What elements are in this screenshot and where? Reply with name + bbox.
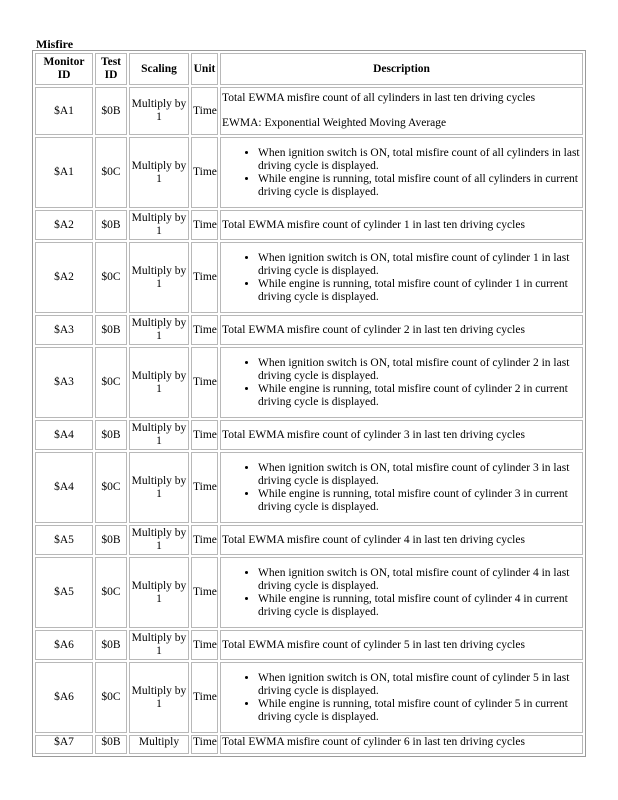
- table-row: [35, 210, 583, 240]
- unit-cell: Time: [191, 315, 218, 345]
- bullet-item: • When ignition switch is ON, total misfire count of all cylinders in last driving cycle is displayed.: [258, 147, 581, 173]
- unit-cell: Time: [191, 525, 218, 555]
- header-test-id: Test ID: [95, 53, 127, 85]
- scaling-cell: Multiply by 1: [129, 137, 189, 208]
- unit-cell: Time: [191, 735, 218, 754]
- monitor-id-cell: $A4: [35, 420, 93, 450]
- scaling-cell: Multiply by 1: [129, 87, 189, 135]
- description-cell: [220, 452, 583, 523]
- bullet-item: • When ignition switch is ON, total misfire count of cylinder 3 in last driving cycle is displayed.: [258, 462, 581, 488]
- table-row: [35, 735, 583, 754]
- test-id-cell: $0B: [95, 87, 127, 135]
- test-id-cell: $0B: [95, 735, 127, 754]
- misfire-table: [32, 50, 586, 757]
- description-cell: [220, 347, 583, 418]
- bullet-item: • When ignition switch is ON, total misfire count of cylinder 4 in last driving cycle is displayed.: [258, 567, 581, 593]
- monitor-id-cell: $A6: [35, 630, 93, 660]
- monitor-id-cell: $A4: [35, 452, 93, 523]
- scaling-cell: Multiply by 1: [129, 662, 189, 733]
- scaling-cell: Multiply by 1: [129, 210, 189, 240]
- description-bullets: [222, 252, 581, 304]
- bullet-item: • While engine is running, total misfire count of cylinder 1 in current driving cycle is displayed.: [258, 278, 581, 304]
- table-row: [35, 242, 583, 313]
- description-cell: [220, 662, 583, 733]
- table-header-row: [35, 53, 583, 85]
- description-cell: [220, 557, 583, 628]
- description-bullets: [222, 357, 581, 409]
- test-id-cell: $0B: [95, 525, 127, 555]
- table-row: [35, 662, 583, 733]
- unit-cell: Time: [191, 137, 218, 208]
- table-row: [35, 87, 583, 135]
- section-title: Misfire: [36, 37, 74, 51]
- test-id-cell: $0C: [95, 452, 127, 523]
- unit-cell: Time: [191, 452, 218, 523]
- bullet-item: • While engine is running, total misfire count of cylinder 2 in current driving cycle is displayed.: [258, 383, 581, 409]
- scaling-cell: Multiply by 1: [129, 630, 189, 660]
- description-cell: Total EWMA misfire count of cylinder 5 in last ten driving cycles: [220, 630, 583, 660]
- test-id-cell: $0C: [95, 662, 127, 733]
- scaling-cell: Multiply by 1: [129, 557, 189, 628]
- table-row: [35, 137, 583, 208]
- test-id-cell: $0C: [95, 137, 127, 208]
- description-text: Total EWMA misfire count of all cylinders in last ten driving cycles: [222, 92, 536, 104]
- unit-cell: Time: [191, 630, 218, 660]
- bullet-item: • While engine is running, total misfire count of cylinder 3 in current driving cycle is displayed.: [258, 488, 581, 514]
- unit-cell: Time: [191, 210, 218, 240]
- description-bullets: [222, 672, 581, 724]
- unit-cell: Time: [191, 87, 218, 135]
- scaling-cell: Multiply by 1: [129, 242, 189, 313]
- bullet-item: • When ignition switch is ON, total misfire count of cylinder 1 in last driving cycle is displayed.: [258, 252, 581, 278]
- unit-cell: Time: [191, 662, 218, 733]
- monitor-id-cell: $A2: [35, 242, 93, 313]
- description-cell: Total EWMA misfire count of cylinder 1 in last ten driving cycles: [220, 210, 583, 240]
- description-cell: [220, 242, 583, 313]
- scaling-cell: Multiply by 1: [129, 420, 189, 450]
- monitor-id-cell: $A3: [35, 347, 93, 418]
- description-cell: [220, 137, 583, 208]
- bullet-item: • While engine is running, total misfire count of all cylinders in current driving cycle is displayed.: [258, 173, 581, 199]
- header-unit: Unit: [191, 53, 218, 85]
- unit-cell: Time: [191, 242, 218, 313]
- monitor-id-cell: $A2: [35, 210, 93, 240]
- monitor-id-cell: $A3: [35, 315, 93, 345]
- test-id-cell: $0C: [95, 242, 127, 313]
- scaling-cell: Multiply by 1: [129, 525, 189, 555]
- description-bullets: [222, 147, 581, 199]
- description-cell: Total EWMA misfire count of cylinder 3 in last ten driving cycles: [220, 420, 583, 450]
- test-id-cell: $0B: [95, 630, 127, 660]
- bullet-item: • When ignition switch is ON, total misfire count of cylinder 5 in last driving cycle is displayed.: [258, 672, 581, 698]
- test-id-cell: $0B: [95, 210, 127, 240]
- bullet-item: • While engine is running, total misfire count of cylinder 4 in current driving cycle is displayed.: [258, 593, 581, 619]
- unit-cell: Time: [191, 347, 218, 418]
- description-bullets: [222, 567, 581, 619]
- test-id-cell: $0B: [95, 420, 127, 450]
- description-cell: Total EWMA misfire count of cylinder 4 in last ten driving cycles: [220, 525, 583, 555]
- header-scaling: Scaling: [129, 53, 189, 85]
- scaling-cell: Multiply by 1: [129, 452, 189, 523]
- header-description: Description: [220, 53, 583, 85]
- monitor-id-cell: $A1: [35, 137, 93, 208]
- table-row: [35, 557, 583, 628]
- description-cell: [220, 87, 583, 135]
- unit-cell: Time: [191, 557, 218, 628]
- test-id-cell: $0B: [95, 315, 127, 345]
- scaling-cell: Multiply: [129, 735, 189, 754]
- bullet-item: • While engine is running, total misfire count of cylinder 5 in current driving cycle is displayed.: [258, 698, 581, 724]
- description-cell: Total EWMA misfire count of cylinder 6 in last ten driving cycles: [220, 735, 583, 754]
- monitor-id-cell: $A5: [35, 557, 93, 628]
- monitor-id-cell: $A7: [35, 735, 93, 754]
- bullet-item: • When ignition switch is ON, total misfire count of cylinder 2 in last driving cycle is displayed.: [258, 357, 581, 383]
- header-monitor-id: Monitor ID: [35, 53, 93, 85]
- scaling-cell: Multiply by 1: [129, 315, 189, 345]
- table-row: [35, 420, 583, 450]
- test-id-cell: $0C: [95, 347, 127, 418]
- scaling-cell: Multiply by 1: [129, 347, 189, 418]
- test-id-cell: $0C: [95, 557, 127, 628]
- table-row: [35, 347, 583, 418]
- monitor-id-cell: $A1: [35, 87, 93, 135]
- description-bullets: [222, 462, 581, 514]
- table-row: [35, 630, 583, 660]
- description-cell: Total EWMA misfire count of cylinder 2 in last ten driving cycles: [220, 315, 583, 345]
- monitor-id-cell: $A5: [35, 525, 93, 555]
- table-row: [35, 315, 583, 345]
- table-row: [35, 452, 583, 523]
- unit-cell: Time: [191, 420, 218, 450]
- description-note: EWMA: Exponential Weighted Moving Average: [222, 117, 447, 129]
- table-row: [35, 525, 583, 555]
- monitor-id-cell: $A6: [35, 662, 93, 733]
